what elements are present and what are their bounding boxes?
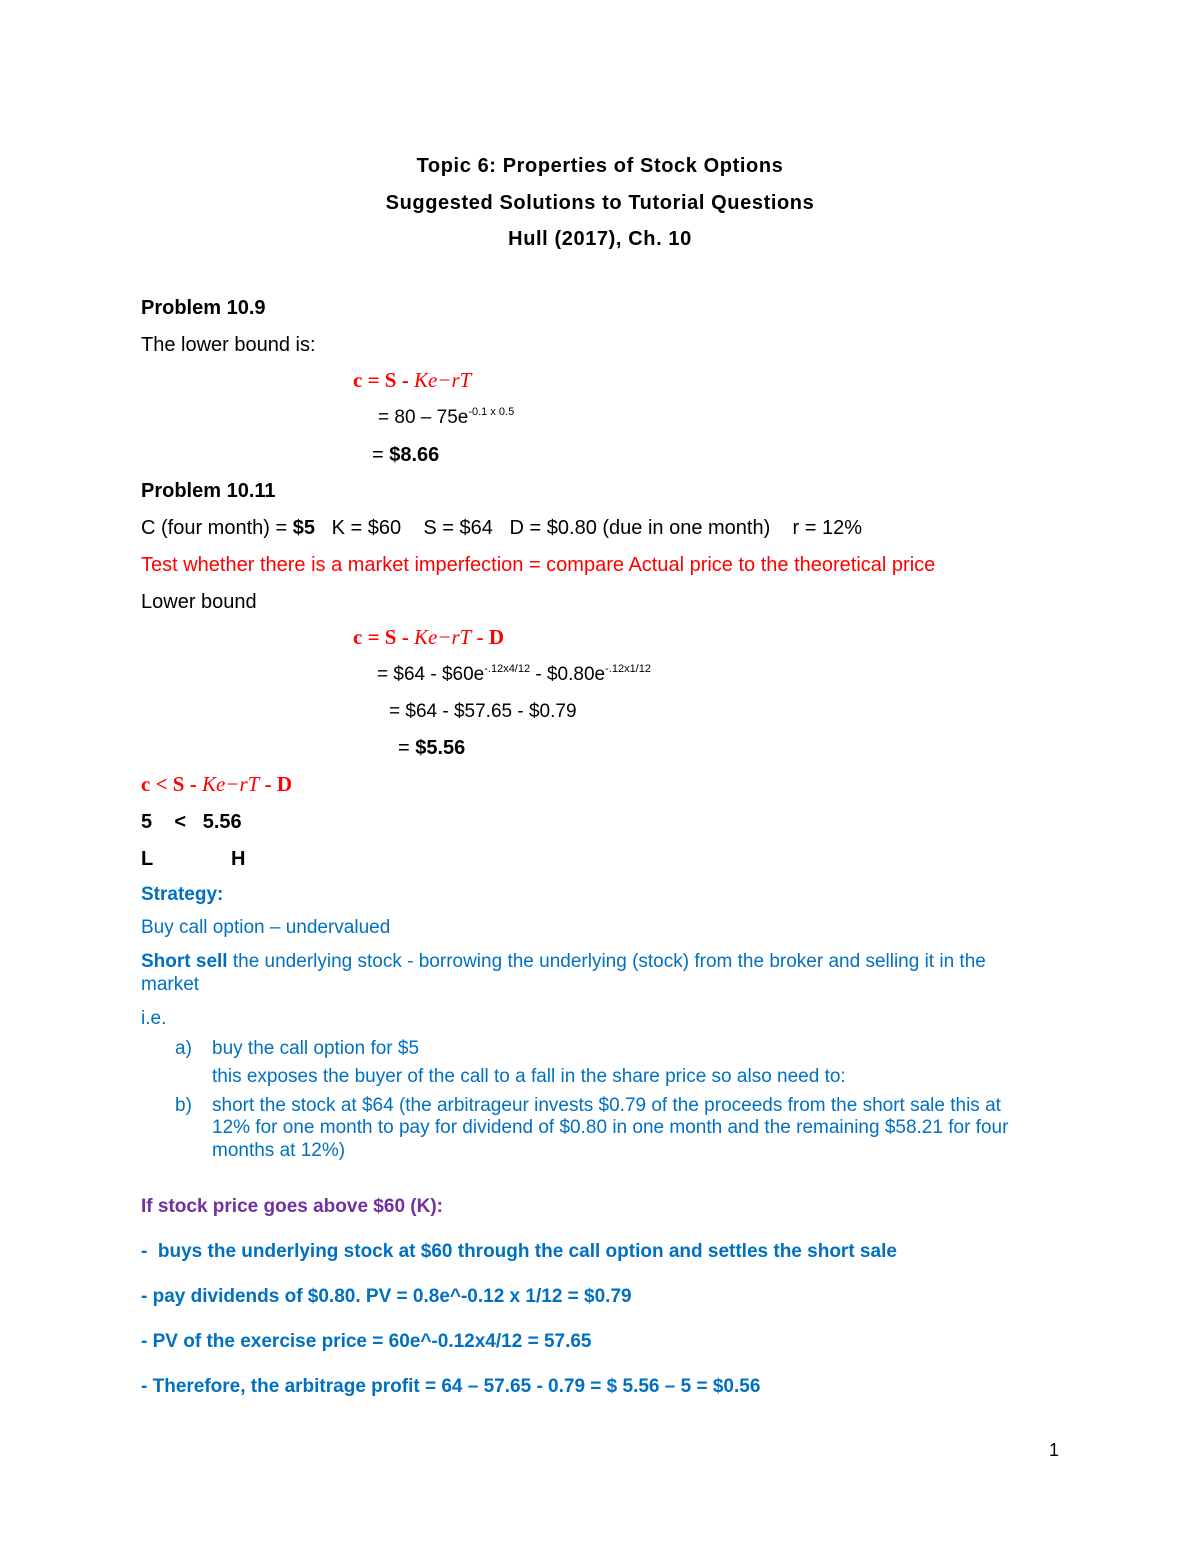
formula-term: Ke−rT xyxy=(413,368,472,392)
step2-eq: = xyxy=(372,444,390,466)
document-subtitle: Suggested Solutions to Tutorial Questions xyxy=(385,192,815,214)
strategy-line-buy-call: Buy call option – undervalued xyxy=(141,917,391,938)
comparison-label-high: H xyxy=(231,848,246,870)
formula-lhs: c = S - xyxy=(353,368,414,392)
step3-eq: = xyxy=(398,737,416,759)
outcome-point-1: - buys the underlying stock at $60 through the call option and settles the short sale xyxy=(141,1241,897,1262)
problem-10-9-formula xyxy=(353,370,471,391)
outcome-point-4: - Therefore, the arbitrage profit = 64 – 57.65 - 0.79 = $ 5.56 – 5 = $0.56 xyxy=(141,1376,761,1397)
outcome-heading: If stock price goes above $60 (K): xyxy=(141,1196,443,1217)
problem-10-9-step2 xyxy=(372,445,439,465)
strategy-short-sell xyxy=(141,952,986,971)
problem-10-9-heading: Problem 10.9 xyxy=(141,297,266,319)
problem-10-11-step2: = $64 - $57.65 - $0.79 xyxy=(389,701,577,722)
comparison-values: 5 < 5.56 xyxy=(141,811,242,833)
step3-value: $5.56 xyxy=(415,737,466,759)
document-reference: Hull (2017), Ch. 10 xyxy=(508,228,692,250)
strategy-short-sell-continued: market xyxy=(141,974,200,995)
strategy-ie: i.e. xyxy=(141,1008,167,1029)
short-sell-text: the underlying stock - borrowing the underlying (stock) from the broker and selling it in the xyxy=(227,951,986,972)
problem-10-11-given xyxy=(141,518,862,538)
list-item-a-line-1: buy the call option for $5 xyxy=(212,1038,420,1059)
formula-tail: - D xyxy=(471,625,504,649)
list-marker-a: a) xyxy=(175,1038,192,1059)
short-sell-bold: Short sell xyxy=(141,951,228,972)
given-prefix: C (four month) = xyxy=(141,517,293,539)
list-item-b-line-3: months at 12%) xyxy=(212,1140,346,1161)
formula-lhs: c < S - xyxy=(141,772,202,796)
comparison-label-low: L xyxy=(141,848,154,870)
list-item-b-line-1: short the stock at $64 (the arbitrageur invests $0.79 of the proceeds from the short sale this at xyxy=(212,1095,1001,1116)
comparison-formula xyxy=(141,774,292,795)
step2-value: $8.66 xyxy=(389,444,440,466)
step1-text: = 80 – 75e xyxy=(378,407,469,428)
lower-bound-label: Lower bound xyxy=(141,591,257,613)
problem-10-9-step1 xyxy=(378,408,514,427)
strategy-heading: Strategy: xyxy=(141,884,224,905)
problem-10-9-intro: The lower bound is: xyxy=(141,334,316,356)
formula-term: Ke−rT xyxy=(413,625,472,649)
step1-part-a: = $64 - $60e xyxy=(377,664,485,685)
given-rest: K = $60 S = $64 D = $0.80 (due in one month) r = 12% xyxy=(314,517,862,539)
step1-part-b: - $0.80e xyxy=(530,664,606,685)
formula-lhs: c = S - xyxy=(353,625,414,649)
page-number: 1 xyxy=(1049,1440,1060,1460)
list-item-a-line-2: this exposes the buyer of the call to a fall in the share price so also need to: xyxy=(212,1066,846,1087)
formula-term: Ke−rT xyxy=(201,772,260,796)
list-item-b-line-2: 12% for one month to pay for dividend of $0.80 in one month and the remaining $58.21 for four xyxy=(212,1117,1009,1138)
outcome-point-2: - pay dividends of $0.80. PV = 0.8e^-0.12 x 1/12 = $0.79 xyxy=(141,1286,632,1307)
problem-10-11-step3 xyxy=(398,738,465,758)
market-imperfection-note: Test whether there is a market imperfection = compare Actual price to the theoretical price xyxy=(141,554,936,576)
formula-tail: - D xyxy=(259,772,292,796)
outcome-point-3: - PV of the exercise price = 60e^-0.12x4/12 = 57.65 xyxy=(141,1331,592,1352)
problem-10-11-formula xyxy=(353,627,504,648)
problem-10-11-heading: Problem 10.11 xyxy=(141,480,276,502)
step1-exponent-1: -.12x4/12 xyxy=(484,663,531,675)
given-call-value: $5 xyxy=(292,517,315,539)
step1-exponent-2: -.12x1/12 xyxy=(605,663,651,675)
document-title: Topic 6: Properties of Stock Options xyxy=(416,155,784,177)
list-marker-b: b) xyxy=(175,1095,192,1116)
step1-exponent: -0.1 x 0.5 xyxy=(468,406,515,418)
problem-10-11-step1 xyxy=(377,665,651,684)
